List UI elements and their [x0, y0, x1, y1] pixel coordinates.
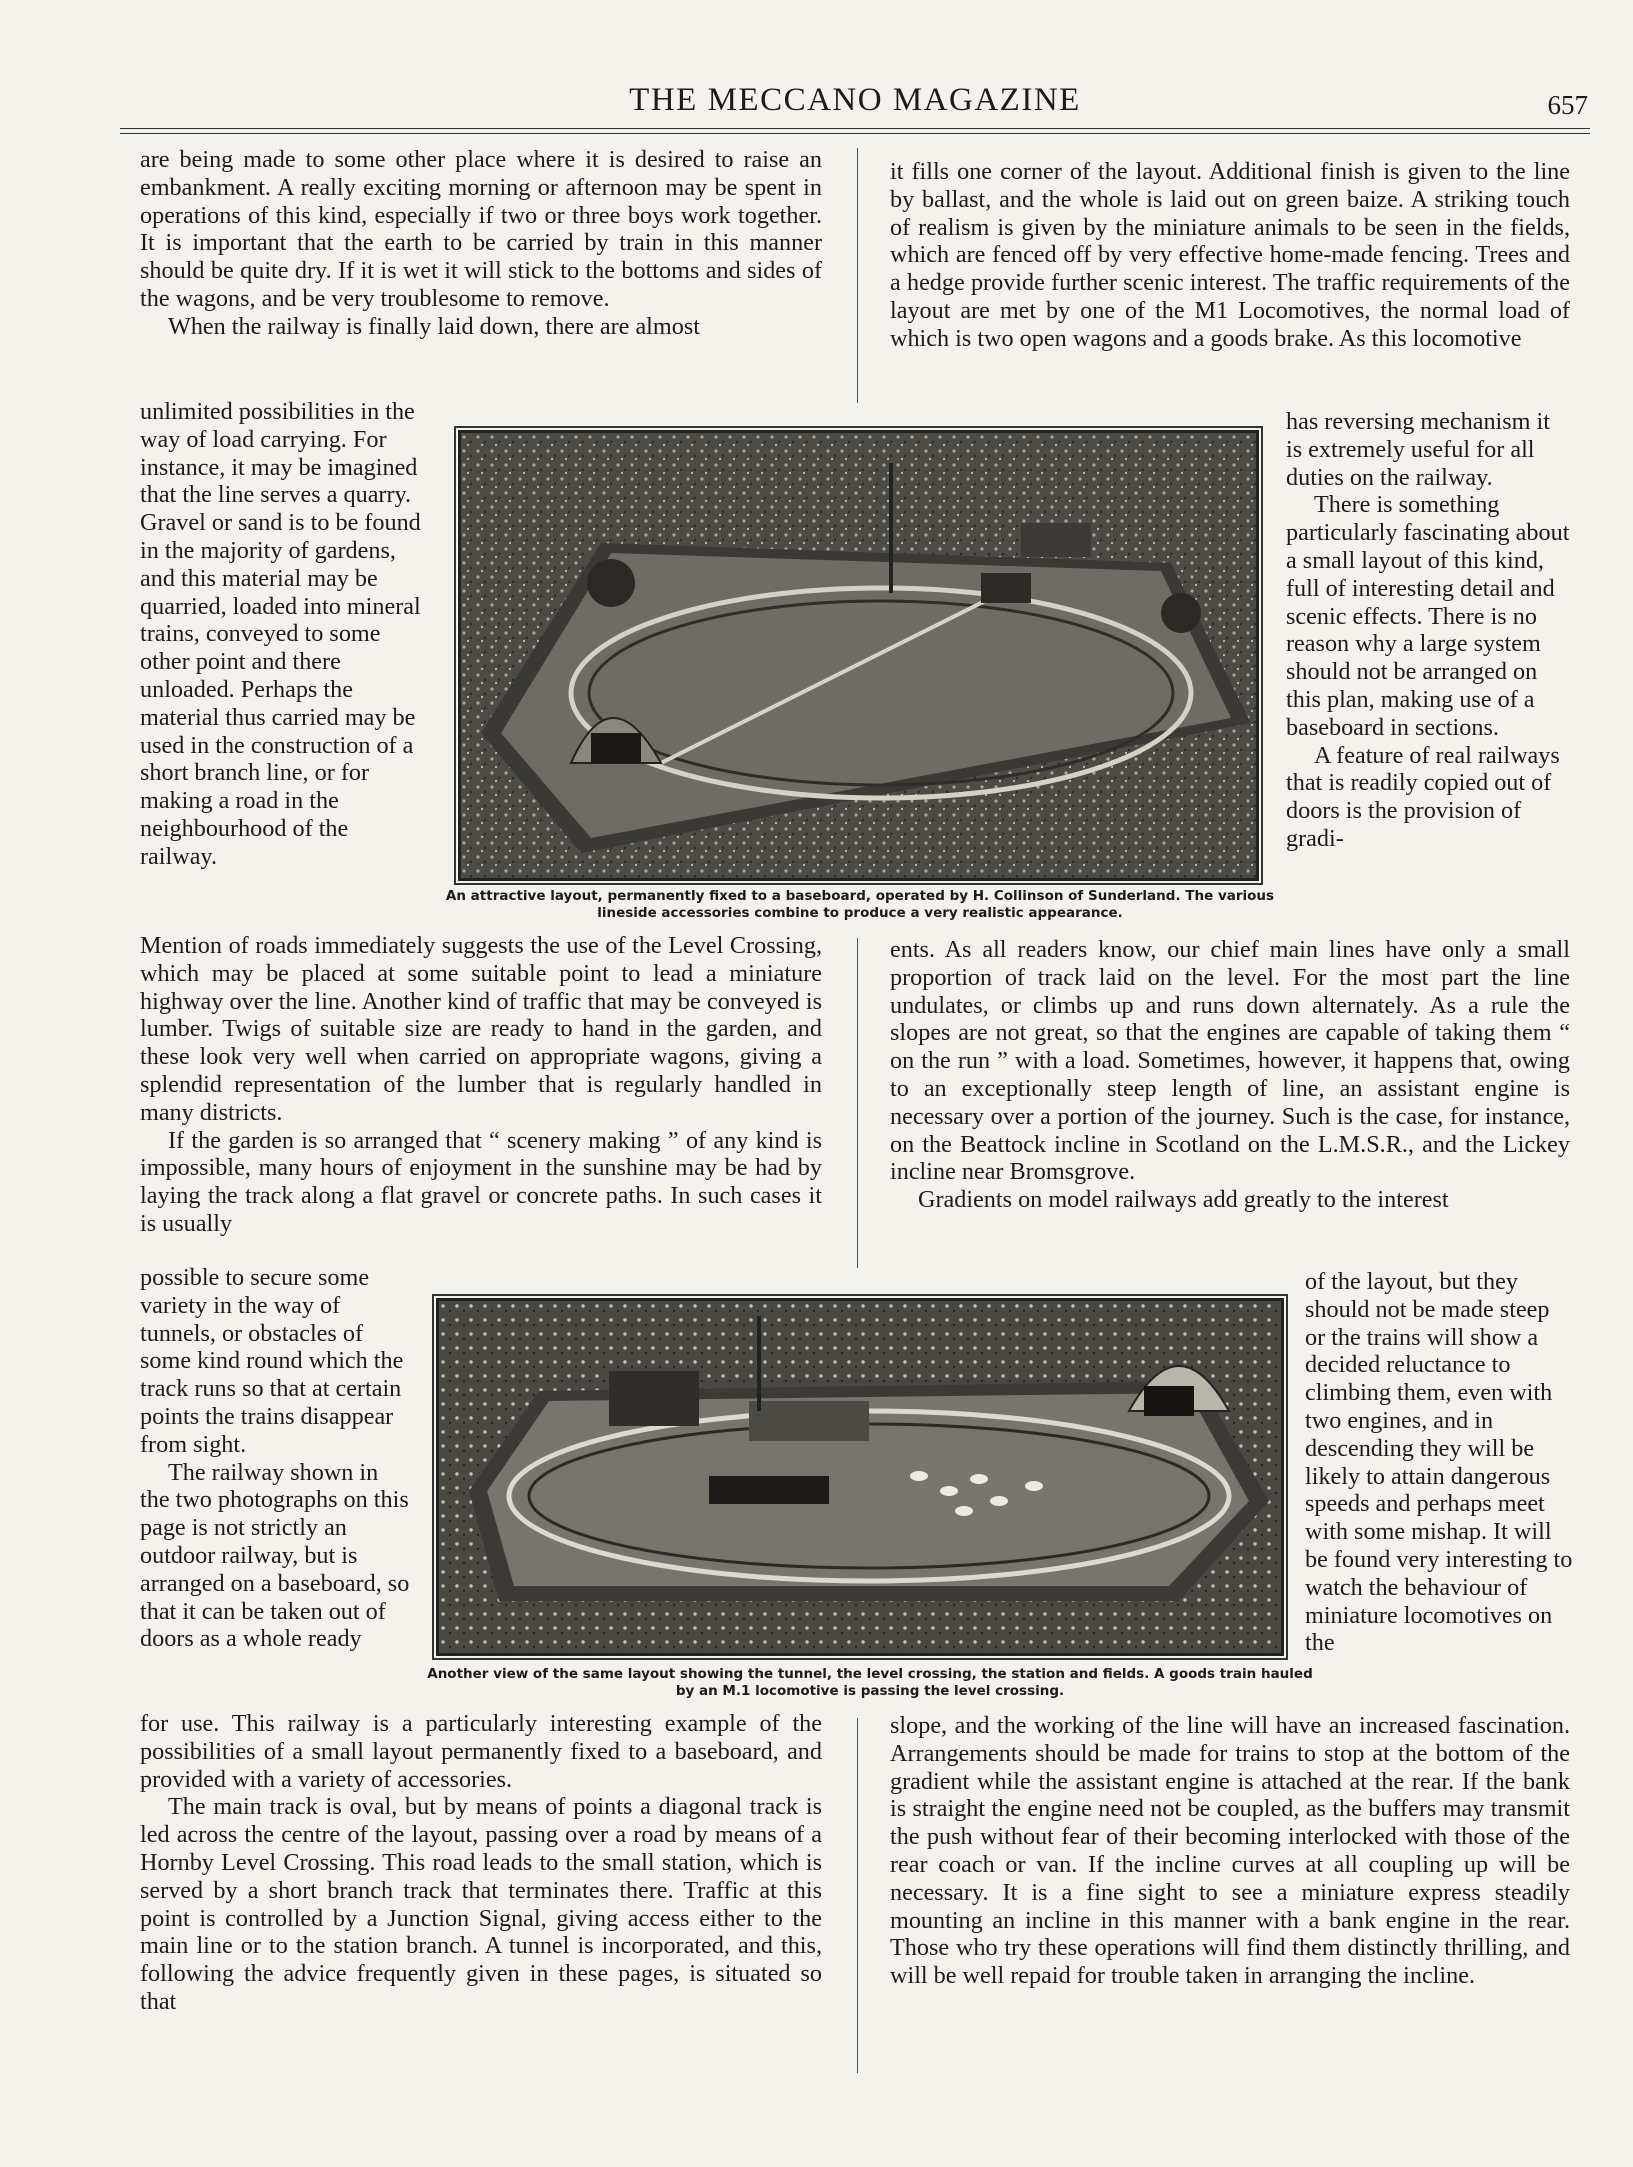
right-column-text-top	[890, 158, 1570, 353]
left-column-text-bottom	[140, 1710, 822, 2016]
right-wrap-text-2	[1305, 1268, 1573, 1657]
photo-1-caption: An attractive layout, permanently fixed to a baseboard, operated by H. Collinson of Sunderland. The various lineside accessories combine to produce a very realistic appearance.	[445, 888, 1275, 921]
paragraph: has reversing mechanism it is extremely useful for all duties on the railway.	[1286, 408, 1550, 491]
right-column-text-bottom	[890, 1712, 1570, 1990]
left-wrap-text-1	[140, 398, 430, 871]
left-wrap-text-2	[140, 1264, 412, 1653]
right-wrap-text-1	[1286, 408, 1571, 853]
header-rule-thin	[120, 133, 1590, 134]
paragraph: Mention of roads immediately suggests the use of the Level Crossing, which may be placed at some suitable point to lead a miniature highway over the line. Another kind of traffic that may be conveyed is lumber. Twigs of suitable size are ready to hand in the garden, and these look very well when carried on appropriate wagons, giving a splendid representation of the lumber that is regularly handled in many districts.	[140, 932, 822, 1126]
header-rule	[120, 128, 1590, 129]
right-column-text-middle	[890, 936, 1570, 1214]
left-column-text-middle	[140, 932, 822, 1238]
column-divider-bottom	[857, 1718, 858, 2073]
paragraph: of the layout, but they should not be made steep or the trains will show a decided reluctance to climbing them, even with two engines, and in descending they will be likely to attain dangerous speeds and perhaps meet with some mishap. It will be found very interesting to watch the behaviour of miniature locomotives on the	[1305, 1268, 1573, 1657]
paragraph: ents. As all readers know, our chief main lines have only a small proportion of track laid on the level. For the most part the line undulates, or climbs up and runs down alternately. As a rule the slopes are not great, so that the engines are capable of taking them “ on the run ” with a load. Sometimes, however, it happens that, owing to an exceptionally steep length of line, an assistant engine is necessary over a portion of the journey. Such is the case, for instance, on the Beattock incline in Scotland on the L.M.S.R., and the Lickey incline near Bromsgrove.	[890, 936, 1570, 1186]
paragraph-head: When the railway is finally laid down, there are almost	[168, 312, 700, 340]
column-divider-middle	[857, 938, 858, 1268]
paragraph: for use. This railway is a particularly interesting example of the possibilities of a small layout permanently fixed to a baseboard, and provided with a variety of accessories.	[140, 1710, 822, 1793]
layout-photo-2	[436, 1298, 1284, 1656]
paragraph: The main track is oval, but by means of points a diagonal track is led across the centre of the layout, passing over a road by means of a Hornby Level Crossing. This road leads to the small station, which is served by a short branch track that terminates there. Traffic at this point is controlled by a Junction Signal, giving access either to the main line or to the station branch. A tunnel is incorporated, and this, following the advice frequently given in these pages, is situated so that	[140, 1793, 822, 2015]
photo-2-caption: Another view of the same layout showing the tunnel, the level crossing, the station and fields. A goods train hauled by an M.1 locomotive is passing the level crossing.	[427, 1666, 1313, 1699]
page-number: 657	[1547, 90, 1588, 120]
paragraph: There is something particularly fascinating about a small layout of this kind, full of interesting detail and scenic effects. There is no reason why a large system should not be arranged on this plan, making use of a baseboard in sections.	[1286, 491, 1570, 741]
magazine-title: THE MECCANO MAGAZINE	[629, 82, 1081, 118]
paragraph: are being made to some other place where it is desired to raise an embankment. A really exciting morning or afternoon may be spent in operations of this kind, especially if two or three boys work together. It is important that the earth to be carried by train in this manner should be quite dry. If it is wet it will stick to the bottoms and sides of the wagons, and be very troublesome to remove.	[140, 146, 822, 312]
paragraph: unlimited possibilities in the way of load carrying. For instance, it may be imagined that the line serves a quarry. Gravel or sand is to be found in the majority of gardens, and this material may be quarried, loaded into mineral trains, conveyed to some other point and there unloaded. Perhaps the material thus carried may be used in the construction of a short branch line, or for making a road in the neighbourhood of the railway.	[140, 398, 421, 870]
layout-photo-2-image	[439, 1301, 1281, 1653]
paragraph: The railway shown in the two photographs on this page is not strictly an outdoor railway, but is arranged on a baseboard, so that it can be taken out of doors as a whole ready	[140, 1458, 410, 1653]
paragraph: A feature of real railways that is readily copied out of doors is the provision of gradi-	[1286, 741, 1560, 852]
paragraph: it fills one corner of the layout. Additional finish is given to the line by ballast, and the whole is laid out on green baize. A striking touch of realism is given by the miniature animals to be seen in the fields, which are fenced off by very effective home-made fencing. Trees and a hedge provide further scenic interest. The traffic requirements of the layout are met by one of the M1 Locomotives, the normal load of which is two open wagons and a goods brake. As this locomotive	[890, 158, 1570, 352]
paragraph: If the garden is so arranged that “ scenery making ” of any kind is impossible, many hours of enjoyment in the sunshine may be had by laying the track along a flat gravel or concrete paths. In such cases it is usually	[140, 1126, 822, 1237]
paragraph-head: Gradients on model railways add greatly to the interest	[918, 1186, 1449, 1214]
page-header	[120, 82, 1590, 126]
layout-photo-1-image	[461, 433, 1256, 878]
layout-photo-1	[458, 430, 1259, 881]
paragraph: slope, and the working of the line will have an increased fascination. Arrangements should be made for trains to stop at the bottom of the gradient while the assistant engine is attached at the rear. If the bank is straight the engine need not be coupled, as the buffers may transmit the push without fear of their becoming interlocked with those of the rear coach or van. If the incline curves at all coupling up will be necessary. It is a fine sight to see a miniature express steadily mounting an incline in this manner with a bank engine in the rear. Those who try these operations will find them distinctly thrilling, and will be well repaid for trouble taken in arranging the incline.	[890, 1712, 1570, 1990]
left-column-text-top	[140, 146, 822, 341]
column-divider-top	[857, 148, 858, 403]
paragraph: possible to secure some variety in the way of tunnels, or obstacles of some kind round which the track runs so that at certain points the trains disappear from sight.	[140, 1264, 404, 1458]
